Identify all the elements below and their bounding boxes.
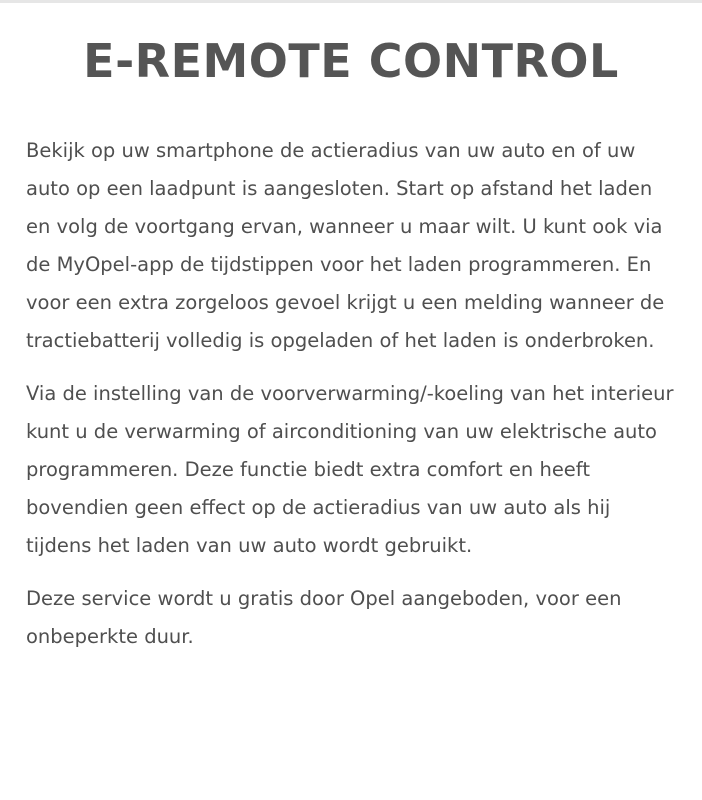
page-title: E-REMOTE CONTROL: [83, 34, 619, 88]
paragraph-free-service: Deze service wordt u gratis door Opel aangeboden, voor een onbeperkte duur.: [26, 587, 622, 648]
paragraph-preconditioning: Via de instelling van de voorverwarming/-koeling van het interieur kunt u de verwarming of airconditioning van uw elektrische auto programmeren. Deze functie biedt extra comfort en heeft bovendien geen effect op de actieradius van uw auto als hij tijdens het laden van uw auto wordt gebruikt.: [26, 382, 674, 557]
paragraph-range-charging: Bekijk op uw smartphone de actieradius van uw auto en of uw auto op een laadpunt is aangesloten. Start op afstand het laden en volg de voortgang ervan, wanneer u maar wilt. U kunt ook via de MyOpel-app de tijdstippen voor het laden programmeren. En voor een extra zorgeloos gevoel krijgt u een melding wanneer de tractiebatterij volledig is opgeladen of het laden is onderbroken.: [26, 139, 665, 352]
article-content: [26, 132, 676, 656]
